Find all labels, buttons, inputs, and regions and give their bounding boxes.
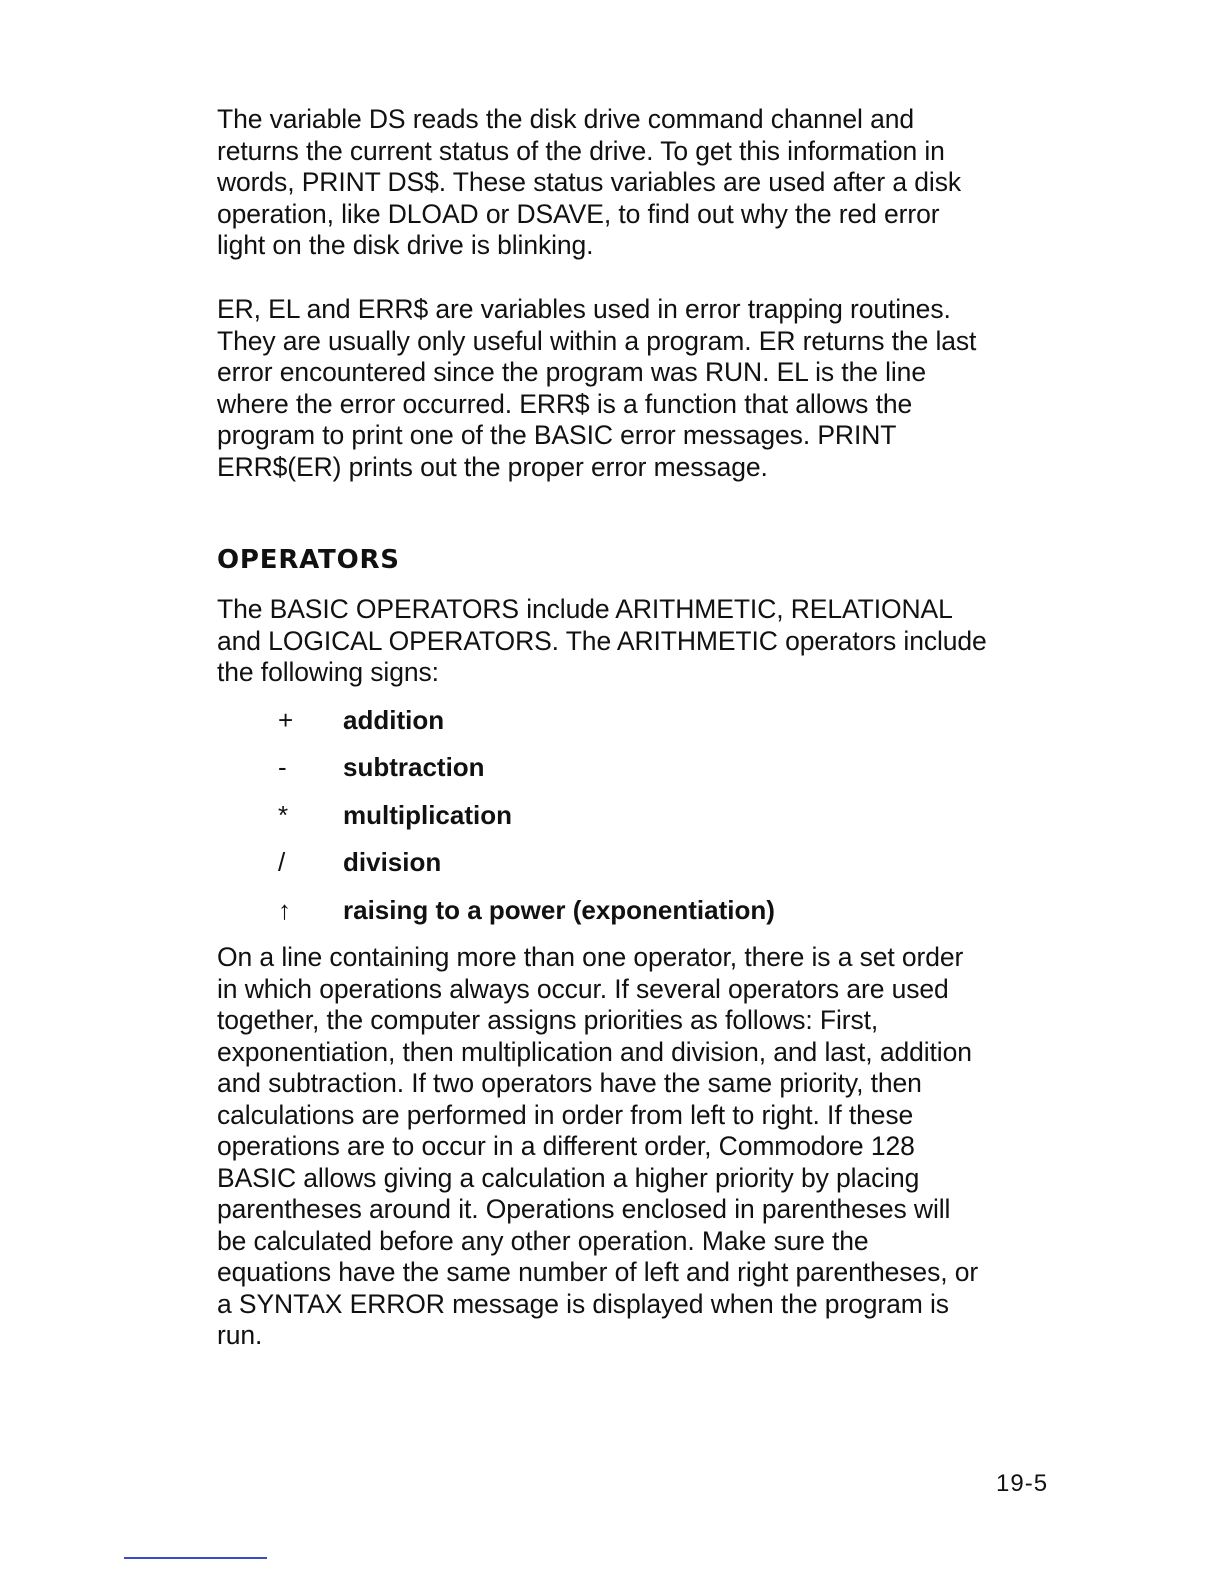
- text-line: exponentiation, then multiplication and division, and last, addition: [217, 1036, 972, 1067]
- text-line: be calculated before any other operation. Make sure the: [217, 1225, 869, 1256]
- text-line: calculations are performed in order from left to right. If these: [217, 1099, 914, 1130]
- text-line: ER, EL and ERR$ are variables used in error trapping routines.: [217, 294, 951, 324]
- paragraph-error-variables: [217, 294, 976, 483]
- operator-item-multiplication: [0, 797, 1224, 844]
- bottom-divider: [124, 1557, 267, 1559]
- operator-name: subtraction: [343, 752, 485, 783]
- operator-name: multiplication: [343, 799, 512, 830]
- paragraph-order-of-operations: [217, 942, 978, 1352]
- paragraph-disk-status: [217, 104, 961, 262]
- operator-item-subtraction: [0, 749, 1224, 796]
- text-line: error encountered since the program was RUN. EL is the line: [217, 357, 926, 387]
- text-line: in which operations always occur. If several operators are used: [217, 973, 949, 1004]
- text-line: returns the current status of the drive. To get this information in: [217, 135, 945, 166]
- operator-name: addition: [343, 705, 445, 735]
- text-line: The BASIC OPERATORS include ARITHMETIC, RELATIONAL: [217, 594, 953, 624]
- text-line: operations are to occur in a different order, Commodore 128: [217, 1131, 915, 1161]
- text-line: They are usually only useful within a program. ER returns the last: [217, 325, 977, 356]
- operator-name: division: [343, 847, 442, 878]
- text-line: light on the disk drive is blinking.: [217, 230, 594, 260]
- text-line: BASIC allows giving a calculation a higher priority by placing: [217, 1162, 920, 1193]
- paragraph-operators-intro: [217, 594, 987, 689]
- text-line: run.: [217, 1320, 263, 1350]
- text-line: On a line containing more than one operator, there is a set order: [217, 942, 964, 972]
- page-number: 19-5: [996, 1470, 1049, 1497]
- text-line: and LOGICAL OPERATORS. The ARITHMETIC operators include: [217, 625, 987, 656]
- operator-item-exponentiation: [0, 892, 1224, 939]
- up-arrow-symbol: ↑: [278, 894, 291, 925]
- text-line: where the error occurred. ERR$ is a function that allows the: [217, 388, 913, 419]
- operator-name: raising to a power (exponentiation): [343, 894, 775, 925]
- operator-item-division: [0, 844, 1224, 891]
- text-line: ERR$(ER) prints out the proper error message.: [217, 451, 768, 482]
- text-line: a SYNTAX ERROR message is displayed when the program is: [217, 1288, 949, 1319]
- arithmetic-operator-list: [0, 702, 1224, 939]
- slash-symbol: /: [278, 847, 286, 878]
- section-heading-operators: OPERATORS: [217, 545, 400, 575]
- text-line: and subtraction. If two operators have the same priority, then: [217, 1068, 922, 1098]
- asterisk-symbol: *: [278, 799, 289, 830]
- text-line: the following signs:: [217, 657, 439, 687]
- text-line: equations have the same number of left and right parentheses, or: [217, 1257, 979, 1287]
- text-line: together, the computer assigns priorities as follows: First,: [217, 1005, 879, 1035]
- text-line: The variable DS reads the disk drive command channel and: [217, 104, 915, 134]
- text-line: operation, like DLOAD or DSAVE, to find out why the red error: [217, 198, 940, 229]
- text-line: parentheses around it. Operations enclosed in parentheses will: [217, 1194, 951, 1224]
- text-line: words, PRINT DS$. These status variables are used after a disk: [217, 167, 961, 197]
- minus-symbol: -: [278, 752, 287, 783]
- plus-symbol: +: [278, 705, 294, 735]
- operator-item-addition: [0, 702, 1224, 749]
- text-line: program to print one of the BASIC error messages. PRINT: [217, 420, 897, 450]
